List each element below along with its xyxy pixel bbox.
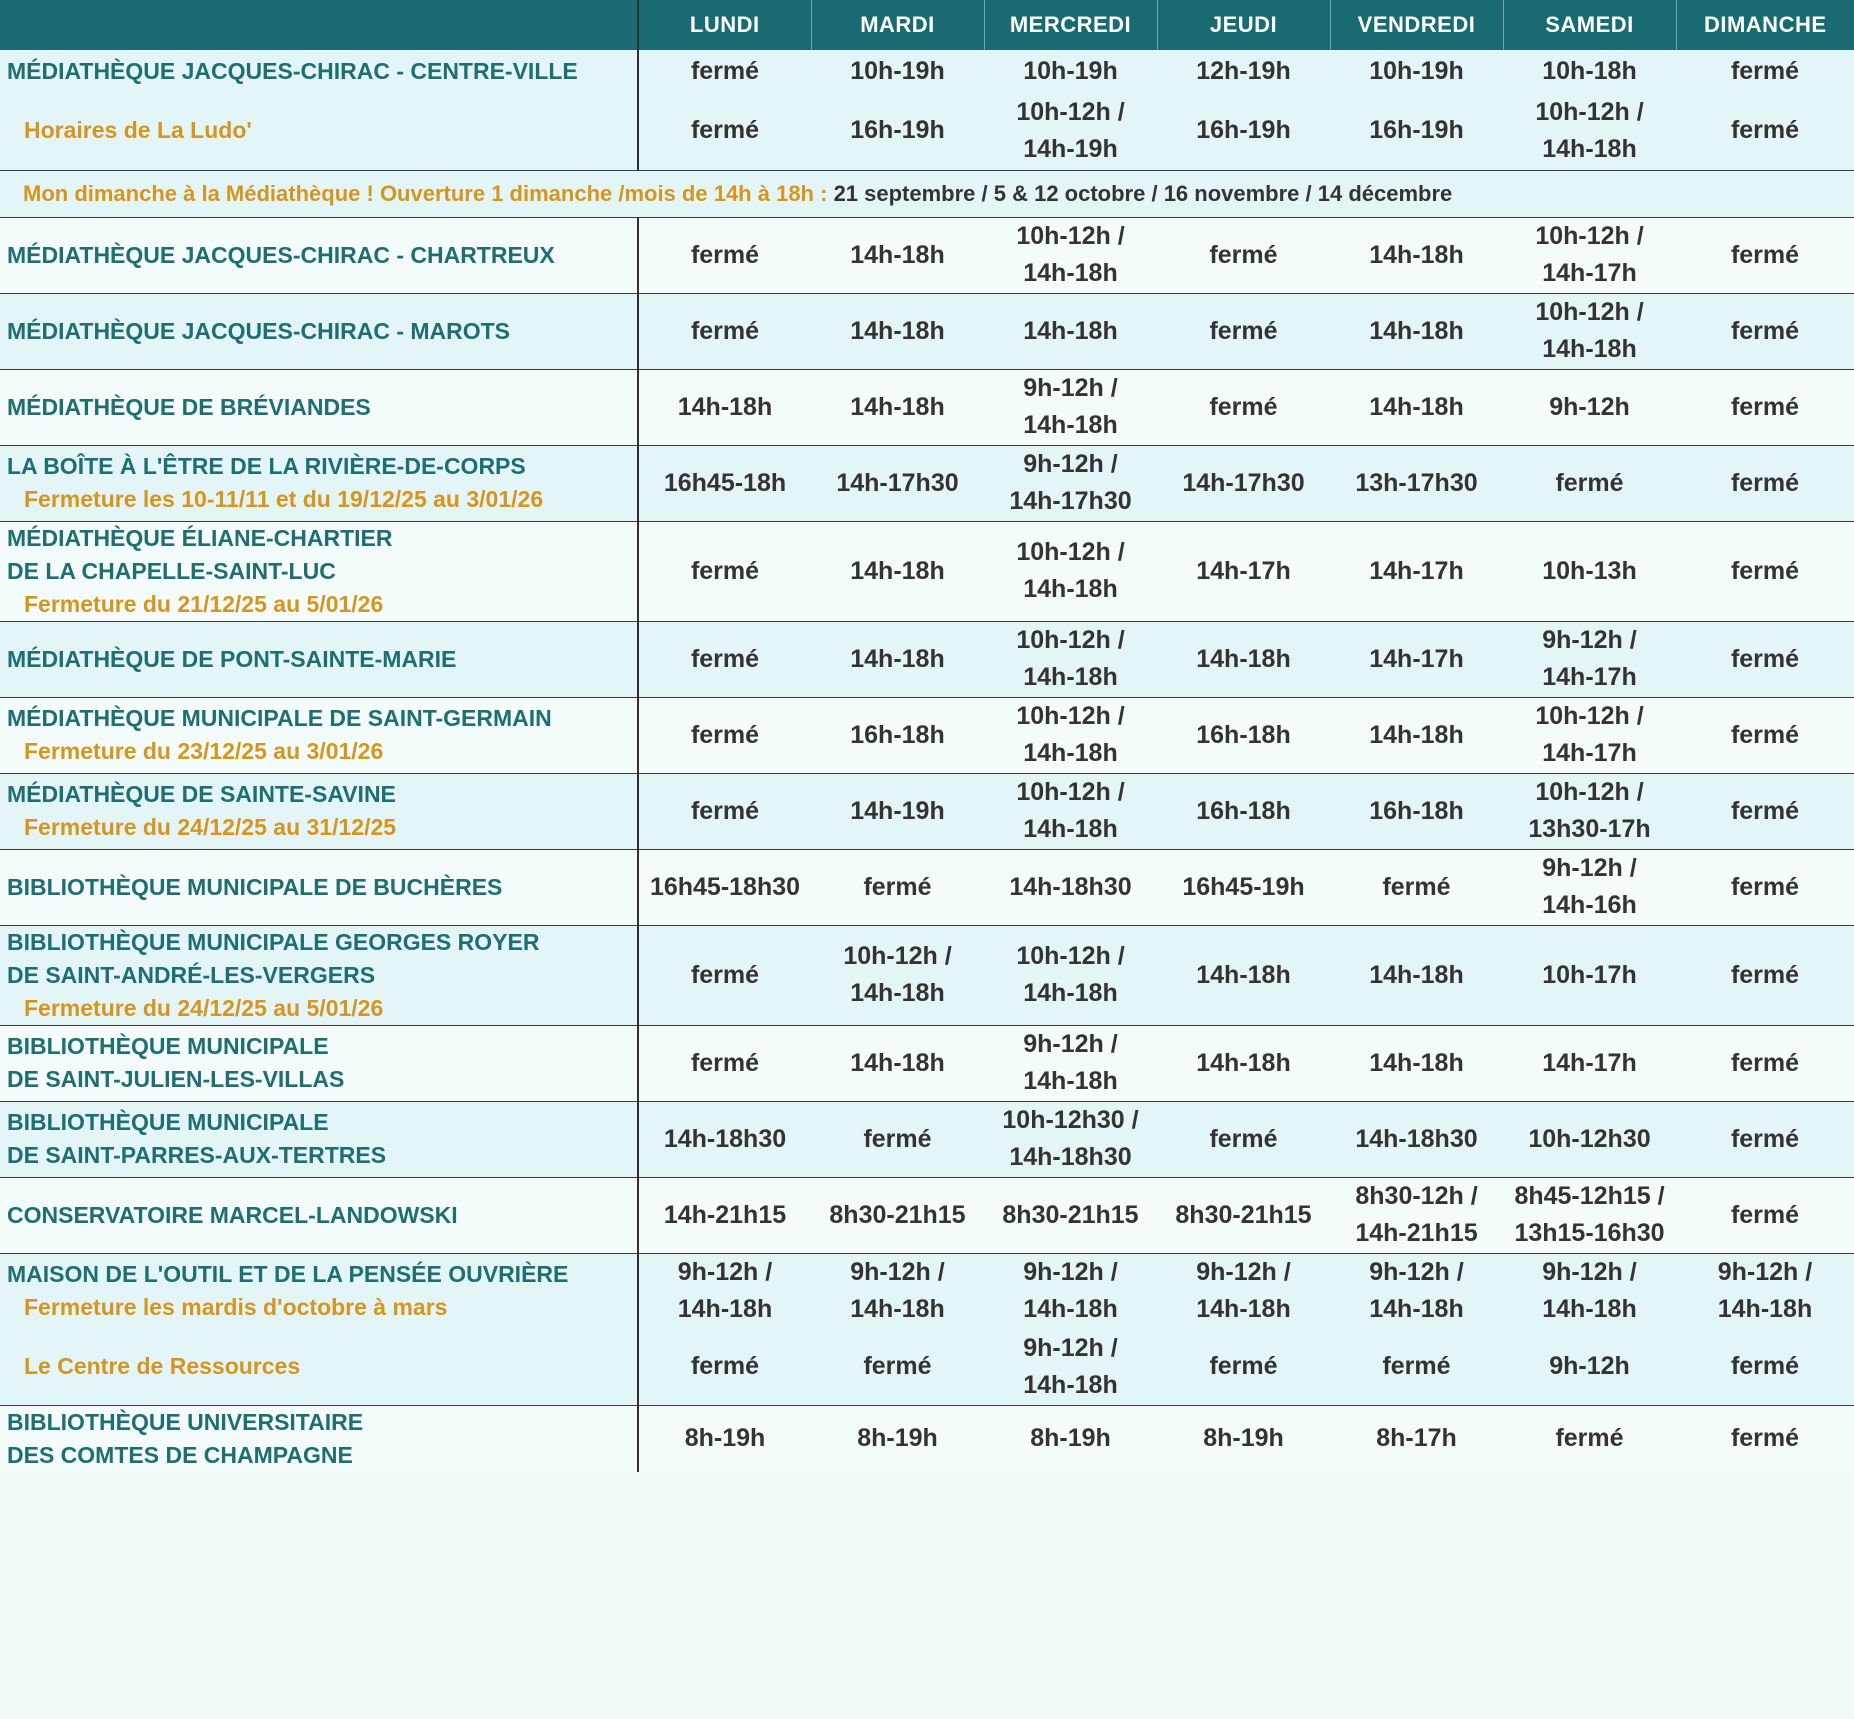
table-row [0, 1025, 1854, 1101]
library-title: DE SAINT-ANDRÉ-LES-VERGERS [7, 961, 376, 988]
hours-cell: 10h-12h / 14h-18h [984, 521, 1157, 621]
hours-cell: 16h-19h [1157, 92, 1330, 170]
library-title: DES COMTES DE CHAMPAGNE [7, 1441, 353, 1468]
library-name-cell [0, 445, 638, 521]
hours-cell: 14h-18h [1157, 925, 1330, 1025]
table-row [0, 50, 1854, 92]
hours-cell: 10h-12h / 14h-18h [984, 925, 1157, 1025]
hours-cell: fermé [638, 293, 811, 369]
hours-cell: 9h-12h / 14h-17h [1503, 621, 1676, 697]
hours-cell: 10h-12h / 14h-18h [984, 217, 1157, 293]
hours-cell: 16h-19h [811, 92, 984, 170]
hours-cell: fermé [1676, 1405, 1854, 1472]
hours-cell: 10h-12h / 13h30-17h [1503, 773, 1676, 849]
hours-cell: 10h-12h / 14h-17h [1503, 697, 1676, 773]
hours-cell: fermé [638, 1329, 811, 1405]
hours-cell: 9h-12h / 14h-18h [811, 1253, 984, 1329]
hours-cell: 14h-18h [811, 217, 984, 293]
hours-cell: 9h-12h / 14h-18h [984, 369, 1157, 445]
hours-cell: fermé [638, 521, 811, 621]
hours-cell: 8h-17h [1330, 1405, 1503, 1472]
announcement-lead: Mon dimanche à la Médiathèque ! Ouverture 1 dimanche /mois de 14h à 18h : [23, 180, 828, 206]
table-row [0, 1253, 1854, 1329]
announcement-dates: 21 septembre / 5 & 12 octobre / 16 novembre / 14 décembre [833, 180, 1453, 206]
library-title: BIBLIOTHÈQUE MUNICIPALE GEORGES ROYER [7, 928, 540, 955]
hours-cell: 9h-12h / 14h-16h [1503, 849, 1676, 925]
hours-cell: 14h-18h [811, 1025, 984, 1101]
library-title: BIBLIOTHÈQUE MUNICIPALE [7, 1109, 329, 1135]
library-note: Fermeture du 24/12/25 au 31/12/25 [24, 814, 397, 840]
hours-cell: fermé [1157, 369, 1330, 445]
library-name-cell [0, 1177, 638, 1253]
hours-cell: 9h-12h / 14h-17h30 [984, 445, 1157, 521]
hours-cell: 16h-18h [1157, 773, 1330, 849]
hours-cell: 14h-17h [1330, 521, 1503, 621]
table-row [0, 697, 1854, 773]
library-name-cell [0, 621, 638, 697]
hours-cell: 14h-18h [1330, 697, 1503, 773]
hours-cell: fermé [1676, 773, 1854, 849]
hours-cell: 14h-18h30 [1330, 1101, 1503, 1177]
hours-cell: 8h30-21h15 [811, 1177, 984, 1253]
library-title: DE SAINT-JULIEN-LES-VILLAS [7, 1066, 345, 1092]
hours-cell: fermé [1676, 521, 1854, 621]
hours-cell: 10h-12h / 14h-17h [1503, 217, 1676, 293]
hours-cell: 9h-12h / 14h-18h [984, 1329, 1157, 1405]
hours-cell: 14h-18h [638, 369, 811, 445]
hours-cell: 10h-12h / 14h-18h [811, 925, 984, 1025]
hours-cell: fermé [1676, 697, 1854, 773]
library-name-cell [0, 697, 638, 773]
hours-cell: 10h-12h / 14h-18h [984, 773, 1157, 849]
library-title: MÉDIATHÈQUE DE PONT-SAINTE-MARIE [7, 645, 457, 672]
hours-cell: 10h-12h / 14h-18h [1503, 92, 1676, 170]
library-title: DE SAINT-PARRES-AUX-TERTRES [7, 1142, 387, 1168]
hours-cell: 14h-18h [1157, 621, 1330, 697]
library-title: DE LA CHAPELLE-SAINT-LUC [7, 557, 336, 584]
hours-cell: 8h45-12h15 / 13h15-16h30 [1503, 1177, 1676, 1253]
hours-cell: 10h-12h30 [1503, 1101, 1676, 1177]
library-name-cell [0, 1405, 638, 1472]
table-row [0, 1405, 1854, 1472]
library-title: MÉDIATHÈQUE DE BRÉVIANDES [7, 393, 371, 420]
hours-cell: fermé [638, 621, 811, 697]
library-note: Horaires de La Ludo' [24, 117, 252, 144]
table-row [0, 1101, 1854, 1177]
library-note: Fermeture les mardis d'octobre à mars [24, 1294, 448, 1321]
hours-cell: 14h-18h [811, 621, 984, 697]
hours-cell: 8h-19h [984, 1405, 1157, 1472]
header-empty-cell [0, 0, 638, 50]
library-name-cell [0, 1329, 638, 1405]
header-row [0, 0, 1854, 50]
table-row [0, 217, 1854, 293]
library-name-cell [0, 293, 638, 369]
hours-cell: 14h-17h [1330, 621, 1503, 697]
library-note: Le Centre de Ressources [24, 1353, 301, 1380]
library-title: CONSERVATOIRE MARCEL-LANDOWSKI [7, 1201, 458, 1228]
table-row [0, 1177, 1854, 1253]
hours-cell: fermé [1676, 1177, 1854, 1253]
library-title: MÉDIATHÈQUE JACQUES-CHIRAC - CHARTREUX [7, 241, 555, 268]
day-header: JEUDI [1157, 0, 1330, 50]
library-title: MÉDIATHÈQUE JACQUES-CHIRAC - CENTRE-VILLE [7, 57, 578, 84]
table-row [0, 1329, 1854, 1405]
library-title: MÉDIATHÈQUE DE SAINTE-SAVINE [7, 781, 396, 807]
hours-cell: 14h-17h30 [811, 445, 984, 521]
hours-cell: fermé [1676, 217, 1854, 293]
library-name-cell [0, 92, 638, 170]
hours-cell: fermé [1676, 445, 1854, 521]
hours-cell: 10h-12h / 14h-19h [984, 92, 1157, 170]
hours-cell: 10h-19h [811, 50, 984, 92]
hours-cell: fermé [1676, 92, 1854, 170]
library-title: BIBLIOTHÈQUE UNIVERSITAIRE [7, 1408, 364, 1435]
day-header: MERCREDI [984, 0, 1157, 50]
hours-cell: 8h-19h [1157, 1405, 1330, 1472]
hours-cell: 16h-19h [1330, 92, 1503, 170]
library-title: MÉDIATHÈQUE JACQUES-CHIRAC - MAROTS [7, 317, 511, 344]
hours-cell: 10h-19h [1330, 50, 1503, 92]
hours-cell: 14h-18h [811, 369, 984, 445]
hours-cell: fermé [1330, 1329, 1503, 1405]
library-name-cell [0, 369, 638, 445]
table-row [0, 293, 1854, 369]
library-note: Fermeture du 24/12/25 au 5/01/26 [24, 994, 384, 1021]
hours-cell: 14h-21h15 [638, 1177, 811, 1253]
table-row [0, 773, 1854, 849]
hours-cell: 16h-18h [1157, 697, 1330, 773]
hours-cell: 9h-12h [1503, 1329, 1676, 1405]
hours-cell: 10h-19h [984, 50, 1157, 92]
hours-cell: 14h-18h [1157, 1025, 1330, 1101]
table-row [0, 521, 1854, 621]
hours-cell: fermé [638, 925, 811, 1025]
library-title: MÉDIATHÈQUE ÉLIANE-CHARTIER [7, 524, 393, 551]
day-header: SAMEDI [1503, 0, 1676, 50]
hours-cell: 14h-18h [811, 521, 984, 621]
hours-cell: fermé [1157, 1329, 1330, 1405]
hours-cell: fermé [811, 849, 984, 925]
table-row [0, 369, 1854, 445]
table-body [0, 50, 1854, 1472]
hours-cell: 14h-18h [1330, 925, 1503, 1025]
hours-cell: 9h-12h / 14h-18h [1503, 1253, 1676, 1329]
hours-cell: 9h-12h / 14h-18h [638, 1253, 811, 1329]
hours-cell: fermé [811, 1101, 984, 1177]
hours-cell: fermé [638, 1025, 811, 1101]
library-note: Fermeture du 23/12/25 au 3/01/26 [24, 738, 384, 764]
announcement-cell [0, 170, 1854, 217]
library-name-cell [0, 925, 638, 1025]
hours-cell: 16h45-18h [638, 445, 811, 521]
hours-cell: 9h-12h [1503, 369, 1676, 445]
hours-cell: fermé [638, 697, 811, 773]
library-name-cell [0, 1101, 638, 1177]
hours-cell: fermé [638, 217, 811, 293]
hours-cell: 9h-12h / 14h-18h [1330, 1253, 1503, 1329]
library-title: MAISON DE L'OUTIL ET DE LA PENSÉE OUVRIÈRE [7, 1261, 569, 1288]
hours-cell: fermé [1330, 849, 1503, 925]
library-name-cell [0, 50, 638, 92]
hours-cell: 9h-12h / 14h-18h [1157, 1253, 1330, 1329]
hours-cell: fermé [1676, 621, 1854, 697]
library-note: Fermeture du 21/12/25 au 5/01/26 [24, 590, 384, 617]
hours-cell: fermé [1676, 849, 1854, 925]
hours-cell: fermé [1503, 445, 1676, 521]
hours-cell: 14h-18h30 [638, 1101, 811, 1177]
library-name-cell [0, 849, 638, 925]
hours-cell: 10h-12h / 14h-18h [1503, 293, 1676, 369]
library-title: BIBLIOTHÈQUE MUNICIPALE DE BUCHÈRES [7, 873, 503, 900]
hours-cell: 10h-12h / 14h-18h [984, 621, 1157, 697]
hours-cell: 10h-18h [1503, 50, 1676, 92]
hours-cell: 8h30-12h / 14h-21h15 [1330, 1177, 1503, 1253]
hours-cell: 16h-18h [1330, 773, 1503, 849]
table-row [0, 92, 1854, 170]
hours-cell: 16h45-19h [1157, 849, 1330, 925]
hours-cell: fermé [638, 773, 811, 849]
table-row [0, 925, 1854, 1025]
hours-cell: fermé [811, 1329, 984, 1405]
hours-cell: 14h-17h30 [1157, 445, 1330, 521]
hours-cell: 14h-18h [1330, 217, 1503, 293]
hours-cell: fermé [638, 50, 811, 92]
hours-cell: fermé [1676, 1329, 1854, 1405]
table-row [0, 849, 1854, 925]
library-name-cell [0, 521, 638, 621]
hours-cell: 9h-12h / 14h-18h [1676, 1253, 1854, 1329]
hours-cell: fermé [1676, 1101, 1854, 1177]
hours-cell: fermé [1157, 217, 1330, 293]
hours-cell: 12h-19h [1157, 50, 1330, 92]
hours-cell: fermé [1676, 925, 1854, 1025]
day-header: DIMANCHE [1676, 0, 1854, 50]
library-title: BIBLIOTHÈQUE MUNICIPALE [7, 1033, 329, 1059]
hours-cell: 14h-17h [1503, 1025, 1676, 1101]
hours-cell: 10h-17h [1503, 925, 1676, 1025]
hours-cell: fermé [1157, 293, 1330, 369]
hours-cell: 8h30-21h15 [984, 1177, 1157, 1253]
hours-cell: 14h-18h [1330, 369, 1503, 445]
library-name-cell [0, 1253, 638, 1329]
day-header: MARDI [811, 0, 984, 50]
announcement-row [0, 170, 1854, 217]
hours-cell: 10h-13h [1503, 521, 1676, 621]
hours-cell: fermé [1676, 50, 1854, 92]
hours-cell: fermé [638, 92, 811, 170]
hours-cell: 8h-19h [638, 1405, 811, 1472]
hours-cell: 14h-18h30 [984, 849, 1157, 925]
hours-cell: 14h-17h [1157, 521, 1330, 621]
hours-cell: 8h-19h [811, 1405, 984, 1472]
hours-cell: 10h-12h / 14h-18h [984, 697, 1157, 773]
library-note: Fermeture les 10-11/11 et du 19/12/25 au 3/01/26 [24, 486, 544, 512]
hours-cell: fermé [1676, 369, 1854, 445]
hours-cell: 14h-19h [811, 773, 984, 849]
hours-cell: 9h-12h / 14h-18h [984, 1253, 1157, 1329]
hours-cell: fermé [1676, 293, 1854, 369]
hours-cell: 14h-18h [811, 293, 984, 369]
hours-cell: 9h-12h / 14h-18h [984, 1025, 1157, 1101]
hours-cell: fermé [1503, 1405, 1676, 1472]
hours-cell: 14h-18h [1330, 1025, 1503, 1101]
table-row [0, 445, 1854, 521]
hours-cell: 14h-18h [984, 293, 1157, 369]
hours-cell: 14h-18h [1330, 293, 1503, 369]
day-header: LUNDI [638, 0, 811, 50]
hours-cell: 16h-18h [811, 697, 984, 773]
library-name-cell [0, 217, 638, 293]
hours-cell: fermé [1676, 1025, 1854, 1101]
hours-cell: fermé [1157, 1101, 1330, 1177]
library-title: MÉDIATHÈQUE MUNICIPALE DE SAINT-GERMAIN [7, 705, 552, 731]
library-name-cell [0, 773, 638, 849]
hours-cell: 16h45-18h30 [638, 849, 811, 925]
day-header: VENDREDI [1330, 0, 1503, 50]
library-name-cell [0, 1025, 638, 1101]
hours-cell: 8h30-21h15 [1157, 1177, 1330, 1253]
table-row [0, 621, 1854, 697]
library-title: LA BOÎTE À L'ÊTRE DE LA RIVIÈRE-DE-CORPS [7, 453, 526, 479]
hours-cell: 10h-12h30 / 14h-18h30 [984, 1101, 1157, 1177]
hours-cell: 13h-17h30 [1330, 445, 1503, 521]
